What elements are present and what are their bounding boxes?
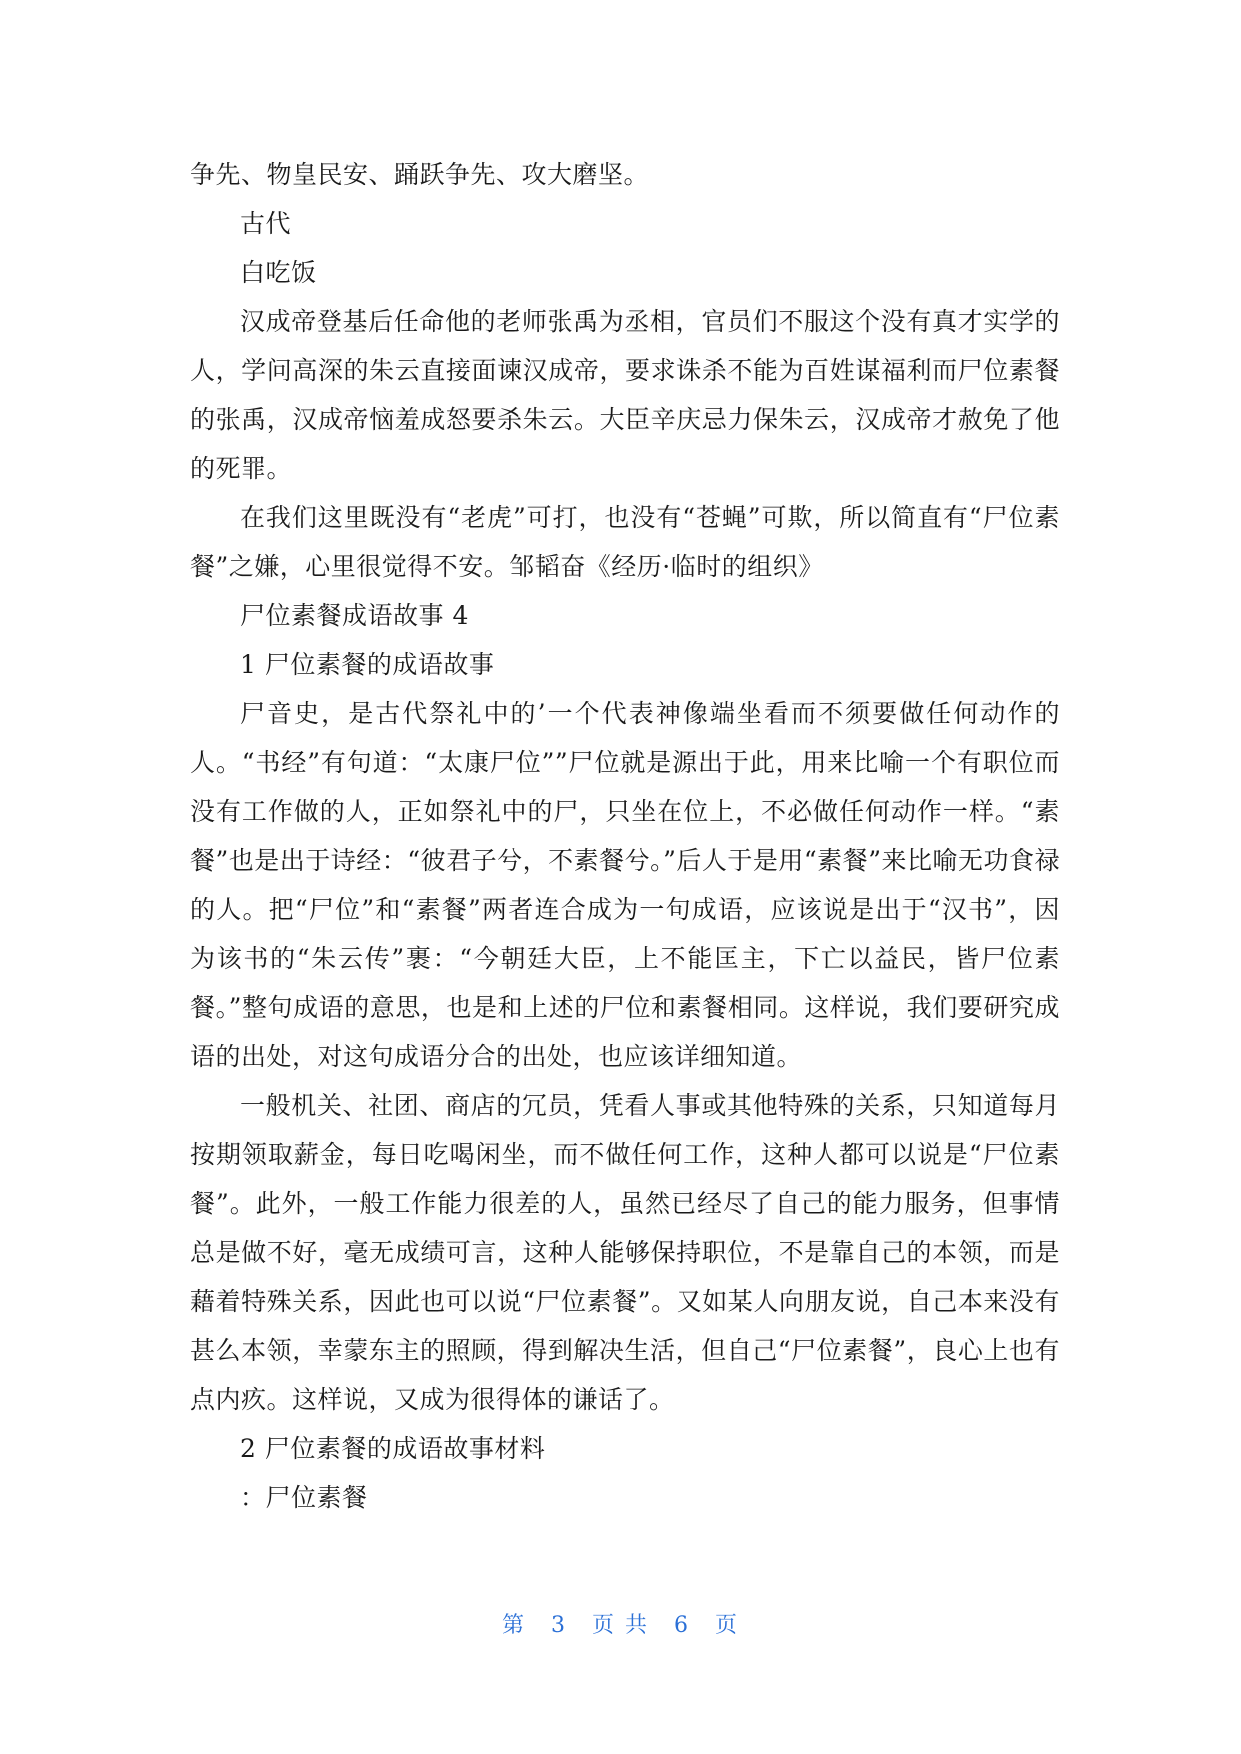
page-number-footer (0, 1608, 1241, 1639)
subsection-title-2: 2 尸位素餐的成语故事材料 (240, 1434, 546, 1463)
footer-total-pages: 6 (674, 1613, 690, 1638)
footer-current-page: 3 (551, 1613, 567, 1638)
subsection-title-1: 1 尸位素餐的成语故事 (240, 650, 495, 679)
paragraph-origin: 尸音史，是古代祭礼中的’一个代表神像端坐看而不须要做任何动作的人。“书经”有句道：“太康尸位””尸位就是源出于此，用来比喻一个有职位而没有工作做的人，正如祭礼中的尸，只坐在位上，不必做任何动作一样。“素餐”也是出于诗经：“彼君子兮，不素餐兮。”后人于是用“素餐”来比喻无功食禄的人。把“尸位”和“素餐”两者连合成为一句成语，应该说是出于“汉书”，因为该书的“朱云传”裹：“今朝廷大臣，上不能匡主，下亡以益民，皆尸位素餐。”整句成语的意思，也是和上述的尸位和素餐相同。这样说，我们要研究成语的出处，对这句成语分合的出处，也应该详细知道。 (190, 699, 1060, 1071)
footer-suffix: 页 (715, 1613, 740, 1638)
footer-middle: 页 共 (592, 1613, 649, 1638)
heading-ancient: 古代 (240, 209, 292, 238)
paragraph-term: ：尸位素餐 (240, 1483, 368, 1512)
footer-prefix: 第 (501, 1613, 526, 1638)
paragraph-example: 在我们这里既没有“老虎”可打，也没有“苍蝇”可欺，所以简直有“尸位素餐”之嫌，心里很觉得不安。邹韬奋《经历·临时的组织》 (190, 503, 1060, 581)
paragraph-usage: 一般机关、社团、商店的冗员，凭看人事或其他特殊的关系，只知道每月按期领取薪金，每日吃喝闲坐，而不做任何工作，这种人都可以说是“尸位素餐”。此外，一般工作能力很差的人，虽然已经尽了自己的能力服务，但事情总是做不好，毫无成绩可言，这种人能够保持职位，不是靠自己的本领，而是藉着特殊关系，因此也可以说“尸位素餐”。又如某人向朋友说，自己本来没有甚么本领，幸蒙东主的照顾，得到解决生活，但自己“尸位素餐”，良心上也有点内疚。这样说，又成为很得体的谦话了。 (190, 1091, 1060, 1414)
document-body (190, 150, 1060, 1522)
section-title: 尸位素餐成语故事 4 (240, 601, 469, 630)
paragraph-1: 争先、物皇民安、踊跃争先、攻大磨坚。 (190, 160, 650, 189)
paragraph-story: 汉成帝登基后任命他的老师张禹为丞相，官员们不服这个没有真才实学的人，学问高深的朱云直接面谏汉成帝，要求诛杀不能为百姓谋福利而尸位素餐的张禹，汉成帝恼羞成怒要杀朱云。大臣辛庆忌力保朱云，汉成帝才赦免了他的死罪。 (190, 307, 1060, 483)
heading-free-meal: 白吃饭 (240, 258, 317, 287)
